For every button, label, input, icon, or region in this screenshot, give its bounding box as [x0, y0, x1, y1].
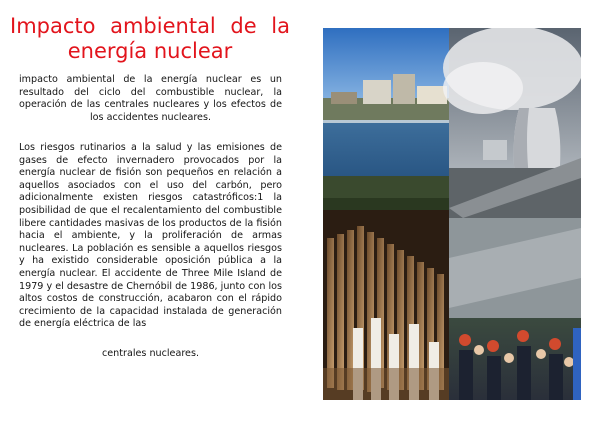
power-plant-photo: [323, 28, 449, 210]
photo-collage: [323, 28, 581, 400]
closing-line: centrales nucleares.: [101, 348, 200, 359]
cooling-tower-photo: [443, 28, 581, 218]
risks-paragraph: Los riesgos rutinarios a la salud y las emisiones de gases de efecto invernadero provocados por la energía nuclear de fisión son pequeños en relación a aquellos asociados con el uso del carbón, pero adicionalmente existen riesgos catastróficos:1 la posibilidad de que el recalentamiento del combustible libere cantidades masivas de los productos de la fisión hacia el ambiente, y la proliferación de armas nucleares. La población es sensible a aquellos riesgos y ha existido considerable oposición pública a la energía nuclear. El accidente de Three Mile Island de 1979 y el desastre de Chernóbil de 1986, junto con los altos costos de construcción, acabaron con el rápido crecimiento de la capacidad instalada de generación de energía eléctrica de las: [19, 142, 282, 330]
page-title: Impacto ambiental de la energía nuclear: [10, 14, 290, 63]
fuel-rods-photo: [323, 210, 449, 400]
crowd-photo: [449, 218, 581, 400]
intro-paragraph: impacto ambiental de la energía nuclear es un resultado del ciclo del combustible nuclear, la operación de las centrales nucleares y los efectos de los accidentes nucleares.: [19, 74, 282, 123]
